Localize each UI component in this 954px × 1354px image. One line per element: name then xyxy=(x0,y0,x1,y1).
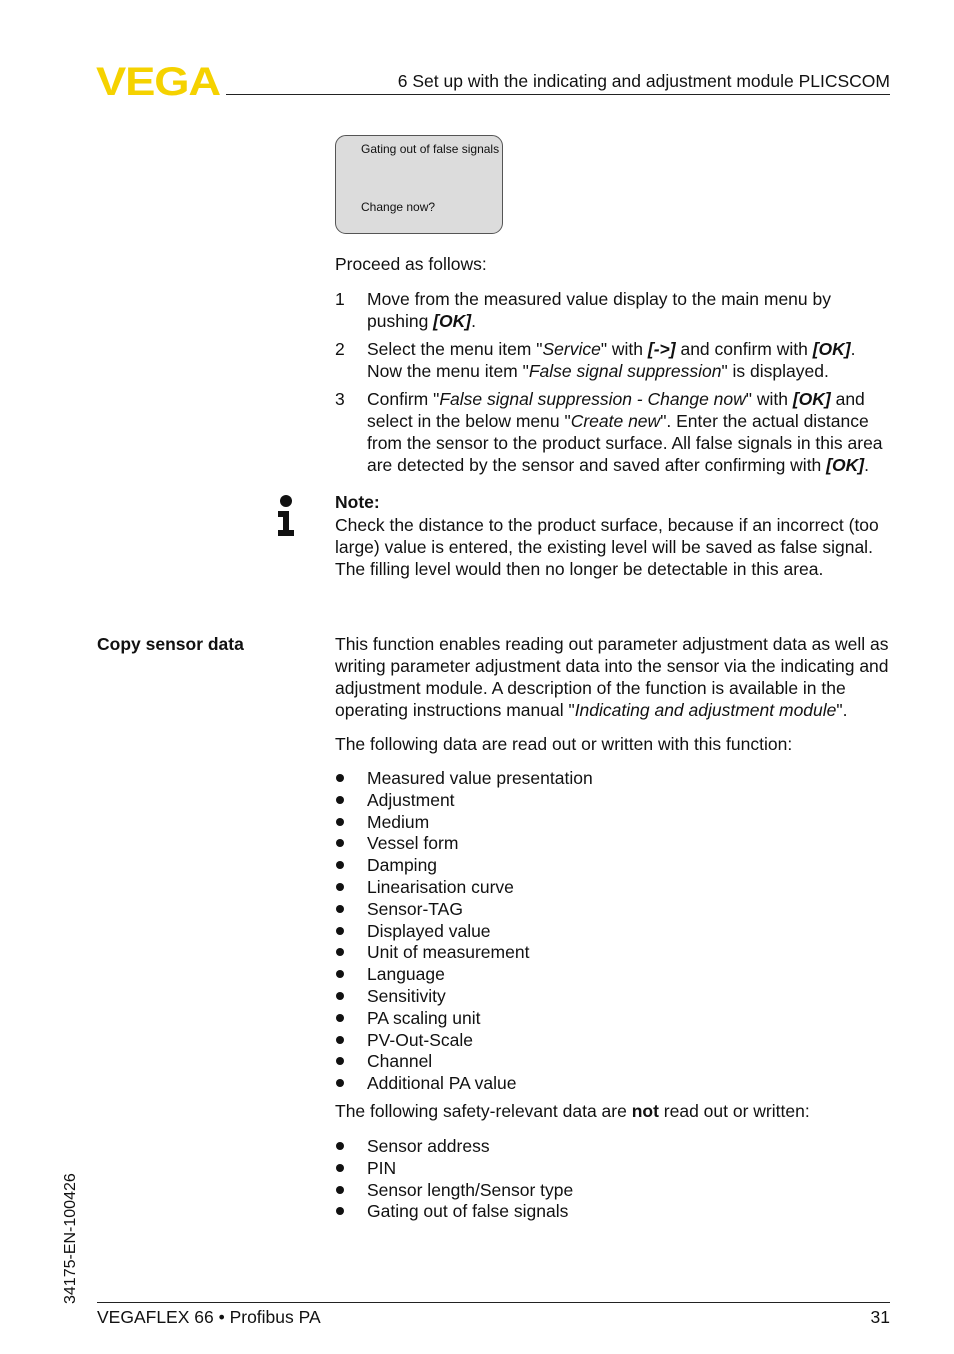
header-divider xyxy=(226,94,890,95)
list-item: Additional PA value xyxy=(335,1072,891,1094)
step-number: 3 xyxy=(335,389,345,409)
svg-text:VEGA: VEGA xyxy=(96,64,220,98)
list-item: PV-Out-Scale xyxy=(335,1029,891,1051)
note-title: Note: xyxy=(335,492,380,512)
page-number: 31 xyxy=(870,1307,890,1327)
display-line-1: Gating out of false signals xyxy=(361,142,500,156)
step-item: 1 Move from the measured value display to the main menu by pushing [OK]. xyxy=(335,289,831,331)
list-item: Medium xyxy=(335,811,891,833)
note-text: Check the distance to the product surface, because if an incorrect (too large) value is entered, the existing level will be saved as false signal. The filling level would then no longer be detectable in this area. xyxy=(335,515,879,579)
list-item: Measured value presentation xyxy=(335,767,891,789)
list-item: Sensor-TAG xyxy=(335,898,891,920)
list-item: Linearisation curve xyxy=(335,876,891,898)
step-number: 1 xyxy=(335,289,345,309)
section-heading: Copy sensor data xyxy=(97,634,244,654)
list-item: Unit of measurement xyxy=(335,941,891,963)
footer-product: VEGAFLEX 66 • Profibus PA xyxy=(97,1307,321,1327)
data-list xyxy=(335,767,891,1094)
document-code: 34175-EN-100426 xyxy=(62,1173,79,1304)
vega-logo xyxy=(96,64,220,98)
step-item: 2 Select the menu item "Service" with [->] and confirm with [OK]. Now the menu item "False signal suppression" is displayed. xyxy=(335,339,856,381)
step-number: 2 xyxy=(335,339,345,359)
footer-divider xyxy=(97,1302,890,1303)
info-icon xyxy=(275,494,297,538)
copy-description: This function enables reading out parameter adjustment data as well as writing parameter adjustment data into the sensor via the indicating and adjustment module. A description of the function is available in the operating instructions manual "Indicating and adjustment module". xyxy=(335,634,889,720)
list-item: Gating out of false signals xyxy=(335,1200,891,1222)
list-item: Damping xyxy=(335,854,891,876)
list-item: Channel xyxy=(335,1050,891,1072)
list-item: Sensor address xyxy=(335,1135,891,1157)
step-list xyxy=(335,288,891,482)
list-item: Language xyxy=(335,963,891,985)
step-item: 3 Confirm "False signal suppression - Change now" with [OK] and select in the below menu "Create new". Enter the actual distance from the sensor to the product surface. All false signals in this area are detected by the sensor and saved after confirming with [OK]. xyxy=(335,389,883,475)
list-item: PIN xyxy=(335,1157,891,1179)
list-intro: The following data are read out or written with this function: xyxy=(335,734,793,754)
list-item: Adjustment xyxy=(335,789,891,811)
intro-text: Proceed as follows: xyxy=(335,254,487,274)
list-item: Vessel form xyxy=(335,832,891,854)
list-item: Displayed value xyxy=(335,920,891,942)
safety-list xyxy=(335,1135,891,1222)
list-item: Sensor length/Sensor type xyxy=(335,1179,891,1201)
display-line-2: Change now? xyxy=(361,200,436,214)
list-item: PA scaling unit xyxy=(335,1007,891,1029)
chapter-header: 6 Set up with the indicating and adjustment module PLICSCOM xyxy=(397,71,890,91)
safety-intro: The following safety-relevant data are not read out or written: xyxy=(335,1101,810,1121)
list-item: Sensitivity xyxy=(335,985,891,1007)
